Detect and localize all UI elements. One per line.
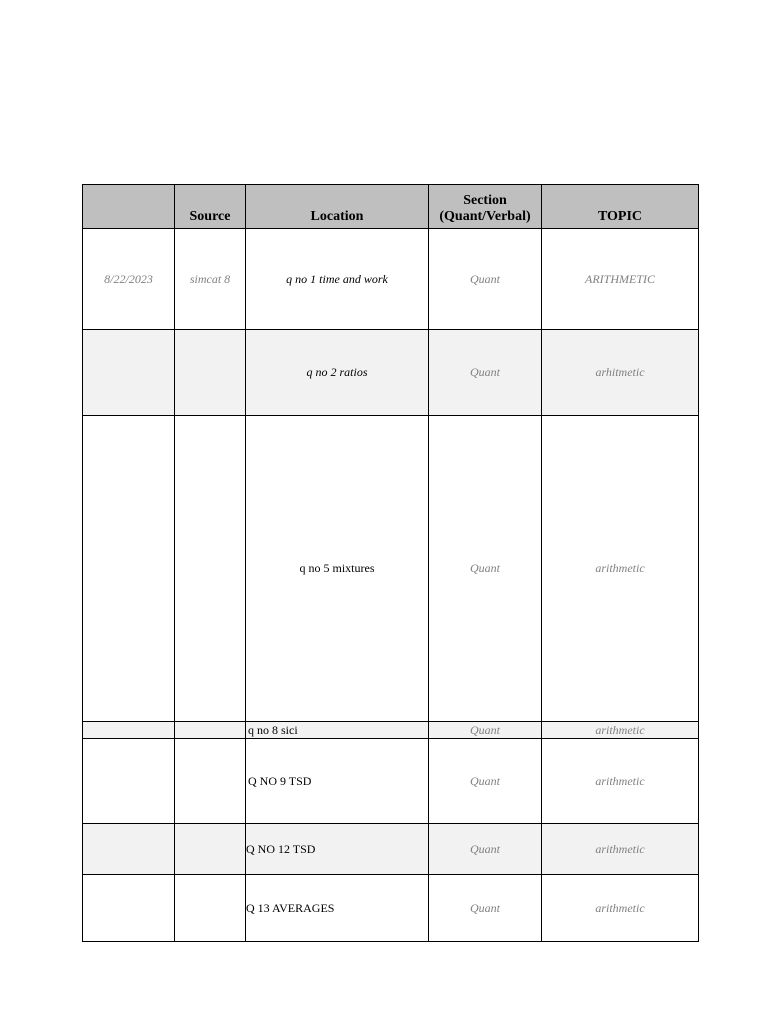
topic-cell[interactable]: arhitmetic <box>542 330 699 416</box>
date-cell[interactable] <box>83 330 175 416</box>
section-cell[interactable]: Quant <box>429 824 542 875</box>
header-topic[interactable]: TOPIC <box>542 185 699 229</box>
source-cell[interactable] <box>175 722 246 739</box>
table-row <box>83 416 699 722</box>
section-cell[interactable]: Quant <box>429 330 542 416</box>
header-section-line1: Section <box>463 193 507 208</box>
section-cell[interactable]: Quant <box>429 739 542 824</box>
section-cell[interactable]: Quant <box>429 229 542 330</box>
section-cell[interactable]: Quant <box>429 875 542 942</box>
source-cell[interactable] <box>175 739 246 824</box>
section-cell[interactable]: Quant <box>429 722 542 739</box>
table-row <box>83 722 699 739</box>
table-row <box>83 739 699 824</box>
header-section-line2: (Quant/Verbal) <box>439 209 531 224</box>
location-cell[interactable]: q no 1 time and work <box>246 229 429 330</box>
date-cell[interactable] <box>83 824 175 875</box>
header-date[interactable] <box>83 185 175 229</box>
table-row <box>83 229 699 330</box>
date-cell[interactable] <box>83 416 175 722</box>
table-row <box>83 824 699 875</box>
location-cell[interactable]: q no 5 mixtures <box>246 416 429 722</box>
source-cell[interactable] <box>175 824 246 875</box>
date-cell[interactable] <box>83 739 175 824</box>
date-cell[interactable] <box>83 722 175 739</box>
table-row <box>83 330 699 416</box>
date-cell[interactable]: 8/22/2023 <box>83 229 175 330</box>
section-cell[interactable]: Quant <box>429 416 542 722</box>
header-section[interactable] <box>429 185 542 229</box>
location-cell[interactable]: Q 13 AVERAGES <box>246 875 429 942</box>
source-cell[interactable] <box>175 875 246 942</box>
source-cell[interactable] <box>175 416 246 722</box>
header-location[interactable]: Location <box>246 185 429 229</box>
location-cell[interactable]: Q NO 9 TSD <box>246 739 429 824</box>
topic-cell[interactable]: ARITHMETIC <box>542 229 699 330</box>
source-cell[interactable]: simcat 8 <box>175 229 246 330</box>
topic-cell[interactable]: arithmetic <box>542 824 699 875</box>
topic-cell[interactable]: arithmetic <box>542 722 699 739</box>
topic-cell[interactable]: arithmetic <box>542 416 699 722</box>
table-row <box>83 875 699 942</box>
location-cell[interactable]: q no 8 sici <box>246 722 429 739</box>
source-cell[interactable] <box>175 330 246 416</box>
topic-cell[interactable]: arithmetic <box>542 875 699 942</box>
header-source[interactable]: Source <box>175 185 246 229</box>
location-cell[interactable]: q no 2 ratios <box>246 330 429 416</box>
header-row <box>83 185 699 229</box>
location-cell[interactable]: Q NO 12 TSD <box>246 824 429 875</box>
date-cell[interactable] <box>83 875 175 942</box>
spreadsheet-table <box>82 184 699 942</box>
topic-cell[interactable]: arithmetic <box>542 739 699 824</box>
